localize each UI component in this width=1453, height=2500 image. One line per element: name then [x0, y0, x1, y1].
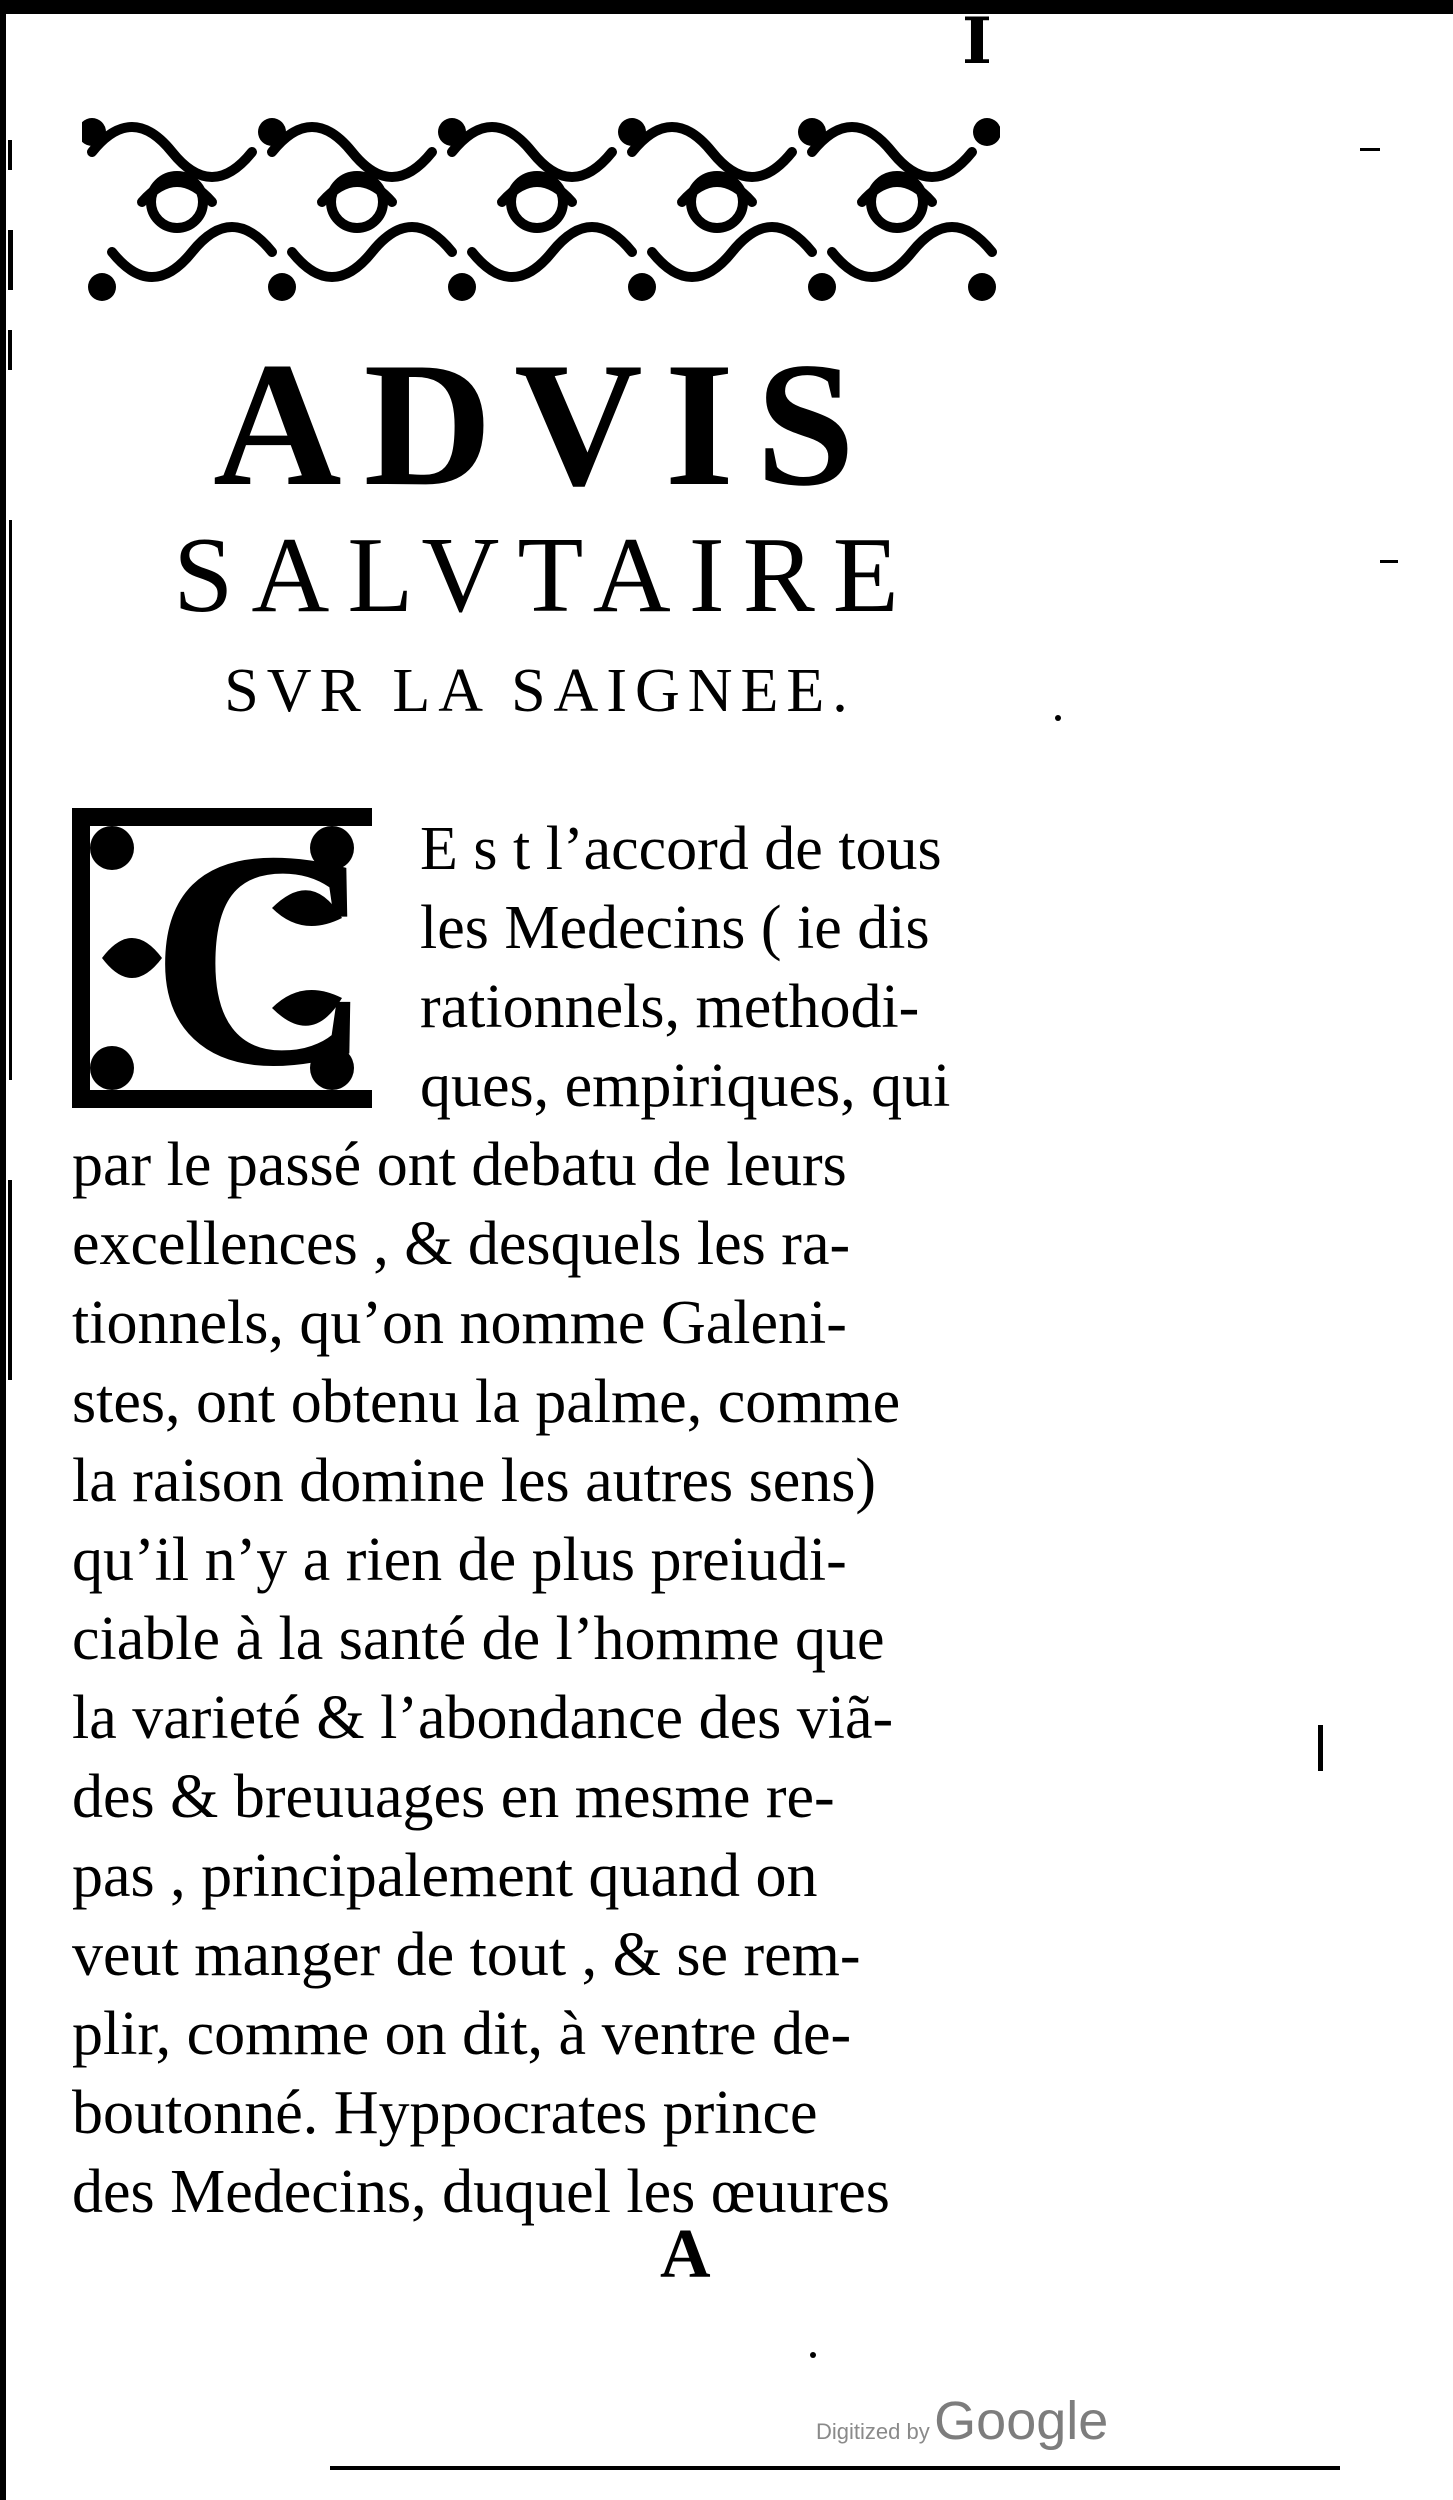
text-line: la varieté & l’abondance des viã-	[72, 1684, 894, 1752]
catchword: A	[660, 2216, 711, 2293]
text-line: E s t l’accord de tous	[420, 815, 942, 883]
title-advis: ADVIS	[213, 325, 877, 523]
margin-mark	[1380, 560, 1398, 563]
left-margin-strip	[0, 0, 20, 2500]
text-line: veut manger de tout , & se rem-	[72, 1921, 861, 1989]
title-sur-la-saignee: SVR LA SAIGNEE.	[224, 657, 856, 725]
text-line: pas , principalement quand on	[72, 1842, 818, 1910]
margin-mark	[1360, 148, 1380, 151]
margin-speck	[810, 2352, 816, 2358]
watermark-prefix: Digitized by	[816, 2419, 930, 2444]
text-line: les Medecins ( ie dis	[420, 894, 930, 962]
text-line: excellences , & desquels les ra-	[72, 1210, 851, 1278]
text-line: ques, empiriques, qui	[420, 1052, 951, 1120]
top-rule	[0, 0, 1453, 14]
digitization-watermark	[816, 2390, 1108, 2452]
drop-cap-letter: C	[150, 788, 374, 1131]
ornament-unit	[92, 127, 272, 277]
text-line: la raison domine les autres sens)	[72, 1447, 877, 1515]
text-line: qu’il n’y a rien de plus preiudi-	[72, 1526, 847, 1594]
text-line: boutonné. Hyppocrates prince	[72, 2079, 818, 2147]
text-line: tionnels, qu’on nomme Galeni-	[72, 1289, 847, 1357]
text-line: ciable à la santé de l’homme que	[72, 1605, 885, 1673]
margin-speck	[1055, 715, 1061, 721]
text-line: des & breuuages en mesme re-	[72, 1763, 835, 1831]
text-line: rationnels, methodi-	[420, 973, 920, 1041]
text-line: par le passé ont debatu de leurs	[72, 1131, 847, 1199]
bottom-rule	[330, 2466, 1340, 2470]
ornamental-headpiece	[82, 92, 1000, 320]
text-line: stes, ont obtenu la palme, comme	[72, 1368, 901, 1436]
text-line: des Medecins, duquel les œuures	[72, 2158, 890, 2226]
title-salvtaire: SALVTAIRE	[173, 516, 917, 635]
folio-number: I	[962, 4, 992, 79]
watermark-brand: Google	[934, 2391, 1109, 2451]
text-line: plir, comme on dit, à ventre de-	[72, 2000, 852, 2068]
margin-mark	[1318, 1725, 1323, 1771]
